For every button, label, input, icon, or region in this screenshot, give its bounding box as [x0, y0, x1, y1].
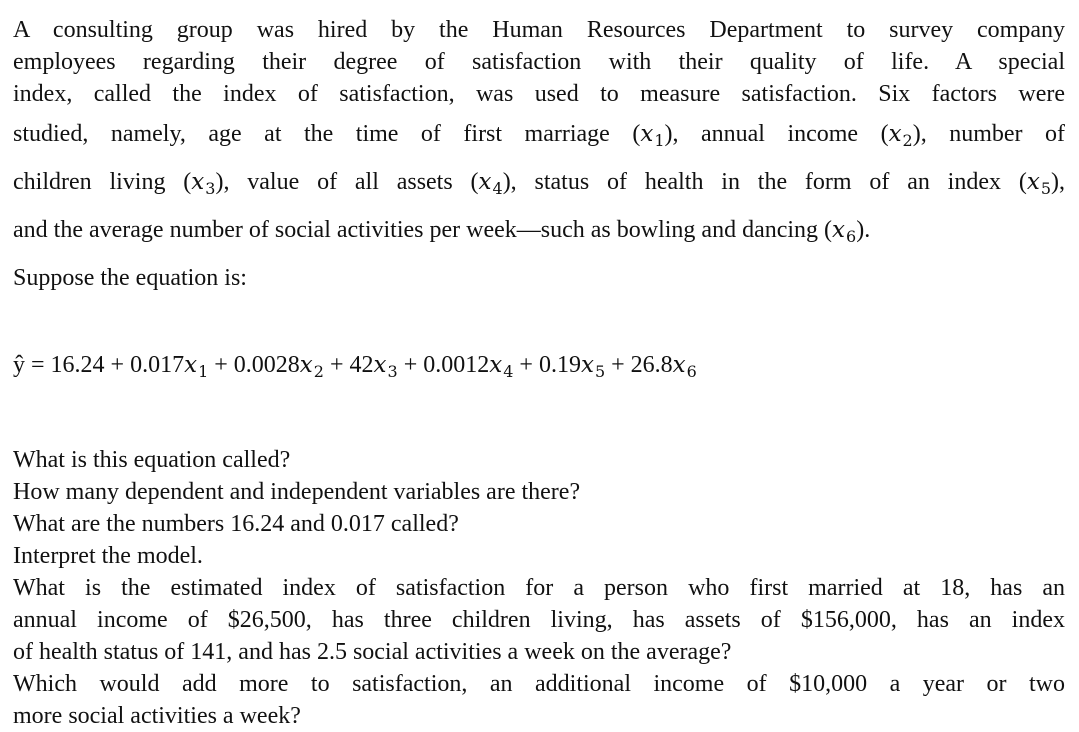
question-6-line-1: Which would add more to satisfaction, an additional income of $10,000 a year or two: [13, 671, 1065, 697]
question-4: Interpret the model.: [13, 543, 203, 569]
problem-text: [13, 14, 1065, 732]
intro-line-3: index, called the index of satisfaction, was used to measure satisfaction. Six factors were: [13, 81, 1065, 107]
intro-line-2: employees regarding their degree of satisfaction with their quality of life. A special: [13, 49, 1065, 75]
question-3: What are the numbers 16.24 and 0.017 called?: [13, 511, 459, 537]
question-5-line-2: annual income of $26,500, has three children living, has assets of $156,000, has an index: [13, 607, 1065, 633]
intro-line-4: studied, namely, age at the time of first marriage $(x_1)$, annual income $(x_2)$, number of: [13, 121, 1066, 150]
question-5-line-3: of health status of 141, and has 2.5 social activities a week on the average?: [13, 639, 732, 665]
question-5-line-1: What is the estimated index of satisfaction for a person who first married at 18, has an: [13, 575, 1065, 601]
intro-line-7: Suppose the equation is:: [13, 265, 247, 291]
regression-equation: ŷ = $16.24 + 0.017x_1 + 0.0028x_2 + 42x_3 + 0.0012x_4 + 0.19x_5 + 26.8x_6$: [13, 352, 697, 381]
question-2: How many dependent and independent variables are there?: [13, 479, 581, 505]
intro-line-6: and the average number of social activities per week—such as bowling and dancing $(x_6)$.: [13, 217, 871, 246]
question-6-line-2: more social activities a week?: [13, 703, 301, 729]
intro-line-5: children living $(x_3)$, value of all assets $(x_4)$, status of health in the form of an index $(x_5)$,: [13, 169, 1065, 198]
question-1: What is this equation called?: [13, 447, 291, 473]
intro-line-1: A consulting group was hired by the Human Resources Department to survey company: [13, 17, 1065, 43]
